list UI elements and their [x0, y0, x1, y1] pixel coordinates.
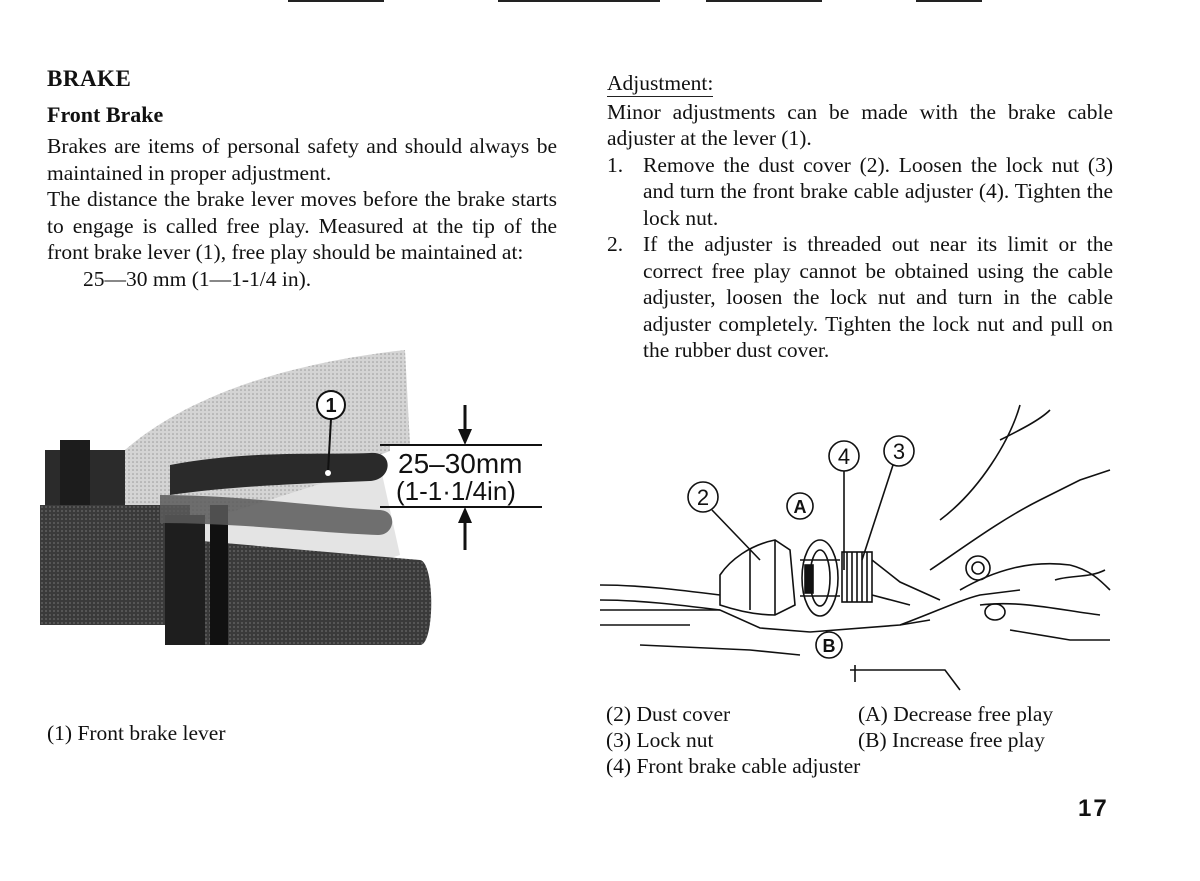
top-rule-1 [288, 0, 384, 2]
left-body [47, 133, 557, 292]
legend-dust-cover: (2) Dust cover [606, 702, 731, 726]
right-body [607, 70, 1113, 364]
paragraph-safety: Brakes are items of personal safety and should always be maintained in proper adjustment. [47, 134, 557, 185]
paragraph-free-play: The distance the brake lever moves before the brake starts to engage is called free play. Measured at the tip of the front brake lever (1), free play should be maintained at: [47, 187, 557, 264]
left-caption: (1) Front brake lever [47, 721, 226, 745]
front-brake-lever-figure [40, 345, 550, 675]
measure-mm: 25–30mm [398, 448, 523, 479]
step-text: If the adjuster is threaded out near its limit or the correct free play cannot be obtained using the cable adjuster, loosen the lock nut and turn in the cable adjuster completely. Tighten the lock nut and pull on the rubber dust cover. [643, 232, 1113, 362]
measure-in: (1-1·1/4in) [396, 476, 516, 506]
callout-b: B [822, 636, 836, 656]
step-2 [607, 231, 1113, 364]
step-number: 1. [607, 152, 624, 177]
callout-a: A [793, 497, 807, 517]
adjustment-intro: Minor adjustments can be made with the brake cable adjuster at the lever (1). [607, 99, 1113, 150]
step-1 [607, 152, 1113, 232]
top-rule-3 [706, 0, 822, 2]
cable-adjuster-figure [600, 400, 1120, 695]
adjustment-steps [607, 152, 1113, 364]
legend-decrease: (A) Decrease free play [858, 702, 1054, 726]
callout-1: 1 [325, 395, 337, 417]
adjustment-heading: Adjustment: [607, 71, 714, 95]
step-number: 2. [607, 232, 624, 256]
callout-4: 4 [837, 444, 851, 469]
top-rule-4 [916, 0, 982, 2]
step-text: Remove the dust cover (2). Loosen the lock nut (3) and turn the front brake cable adjuster (4). Tighten the lock nut. [643, 152, 1113, 230]
page-number: 17 [1078, 795, 1109, 822]
top-rule-2 [498, 0, 660, 2]
legend-cable-adjuster: (4) Front brake cable adjuster [606, 754, 861, 778]
legend-increase: (B) Increase free play [858, 728, 1045, 752]
section-title: BRAKE [47, 66, 132, 91]
free-play-spec: 25—30 mm (1—1-1/4 in). [83, 266, 312, 291]
callout-3: 3 [892, 439, 906, 464]
callout-2: 2 [696, 485, 710, 510]
subsection-title: Front Brake [47, 102, 164, 127]
legend-lock-nut: (3) Lock nut [606, 728, 714, 752]
